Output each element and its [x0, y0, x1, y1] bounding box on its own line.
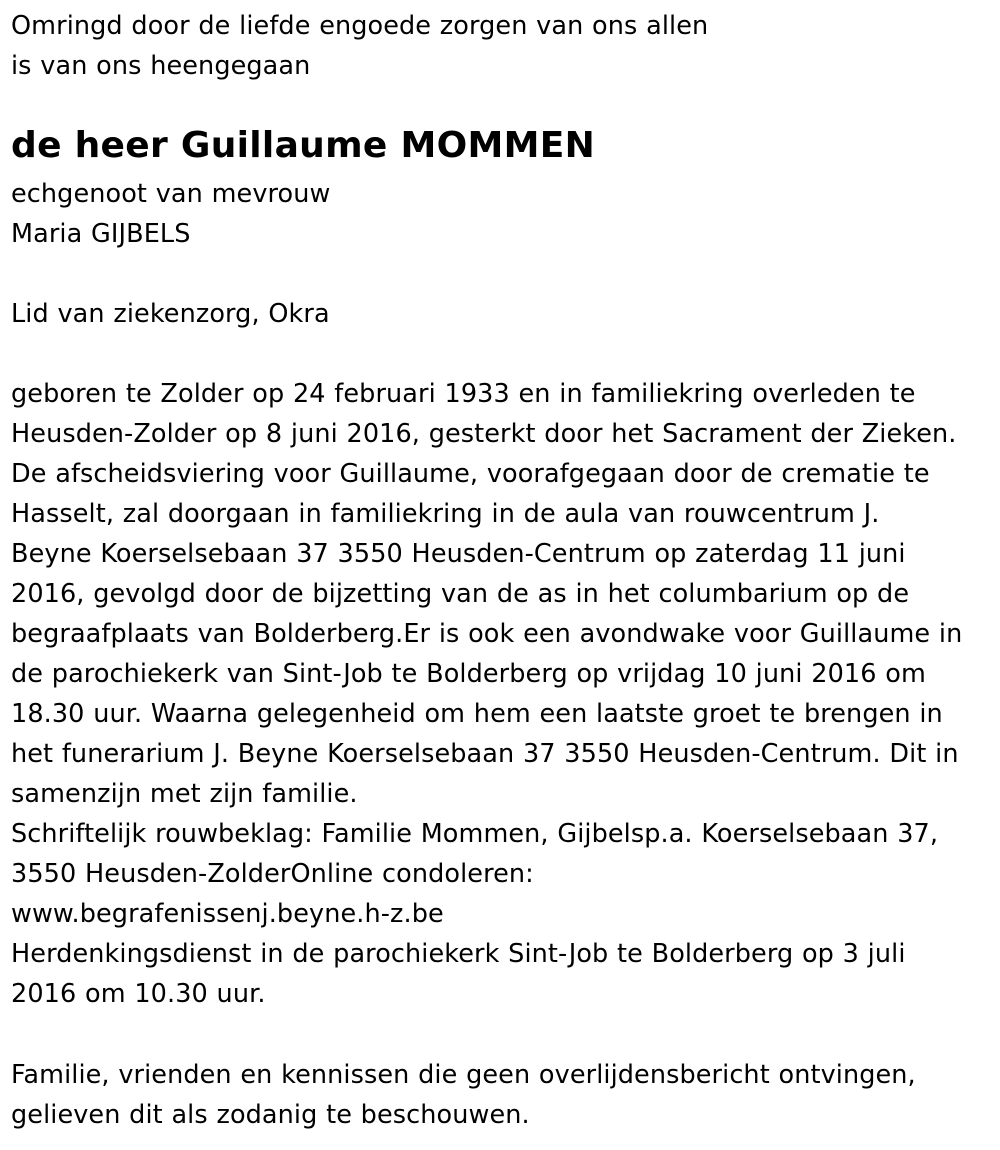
closing-text	[11, 1055, 916, 1135]
body-line: 18.30 uur. Waarna gelegenheid om hem een laatste groet te brengen in	[11, 699, 943, 729]
body-line: Herdenkingsdienst in de parochiekerk Sint-Job te Bolderberg op 3 juli	[11, 939, 906, 969]
body-line: begraafplaats van Bolderberg.Er is ook een avondwake voor Guillaume in	[11, 619, 963, 649]
body-line: 3550 Heusden-ZolderOnline condoleren:	[11, 859, 534, 889]
body-line: De afscheidsviering voor Guillaume, voorafgegaan door de crematie te	[11, 459, 930, 489]
body-line: Heusden-Zolder op 8 juni 2016, gesterkt door het Sacrament der Zieken.	[11, 419, 957, 449]
intro-line: is van ons heengegaan	[11, 51, 311, 81]
membership-line: Lid van ziekenzorg, Okra	[11, 299, 330, 329]
closing-line: Familie, vrienden en kennissen die geen overlijdensbericht ontvingen,	[11, 1060, 916, 1090]
intro-text	[11, 6, 708, 86]
body-line: het funerarium J. Beyne Koerselsebaan 37 3550 Heusden-Centrum. Dit in	[11, 739, 959, 769]
closing-line: gelieven dit als zodanig te beschouwen.	[11, 1100, 530, 1130]
spouse-line: echgenoot van mevrouw	[11, 179, 331, 209]
body-line: geboren te Zolder op 24 februari 1933 en in familiekring overleden te	[11, 379, 916, 409]
body-line: Schriftelijk rouwbeklag: Familie Mommen, Gijbelsp.a. Koerselsebaan 37,	[11, 819, 939, 849]
deceased-name: de heer Guillaume MOMMEN	[11, 125, 596, 166]
body-line: de parochiekerk van Sint-Job te Bolderberg op vrijdag 10 juni 2016 om	[11, 659, 926, 689]
body-line: 2016, gevolgd door de bijzetting van de as in het columbarium op de	[11, 579, 910, 609]
intro-line: Omringd door de liefde engoede zorgen van ons allen	[11, 11, 709, 41]
body-line: 2016 om 10.30 uur.	[11, 979, 266, 1009]
spouse-name: Maria GIJBELS	[11, 219, 191, 249]
website-line: www.begrafenissenj.beyne.h-z.be	[11, 899, 444, 929]
spouse-info	[11, 174, 330, 254]
body-line: Beyne Koerselsebaan 37 3550 Heusden-Centrum op zaterdag 11 juni	[11, 539, 906, 569]
body-line: samenzijn met zijn familie.	[11, 779, 358, 809]
membership-info	[11, 294, 330, 334]
body-line: Hasselt, zal doorgaan in familiekring in de aula van rouwcentrum J.	[11, 499, 880, 529]
obituary-body	[11, 374, 962, 1014]
